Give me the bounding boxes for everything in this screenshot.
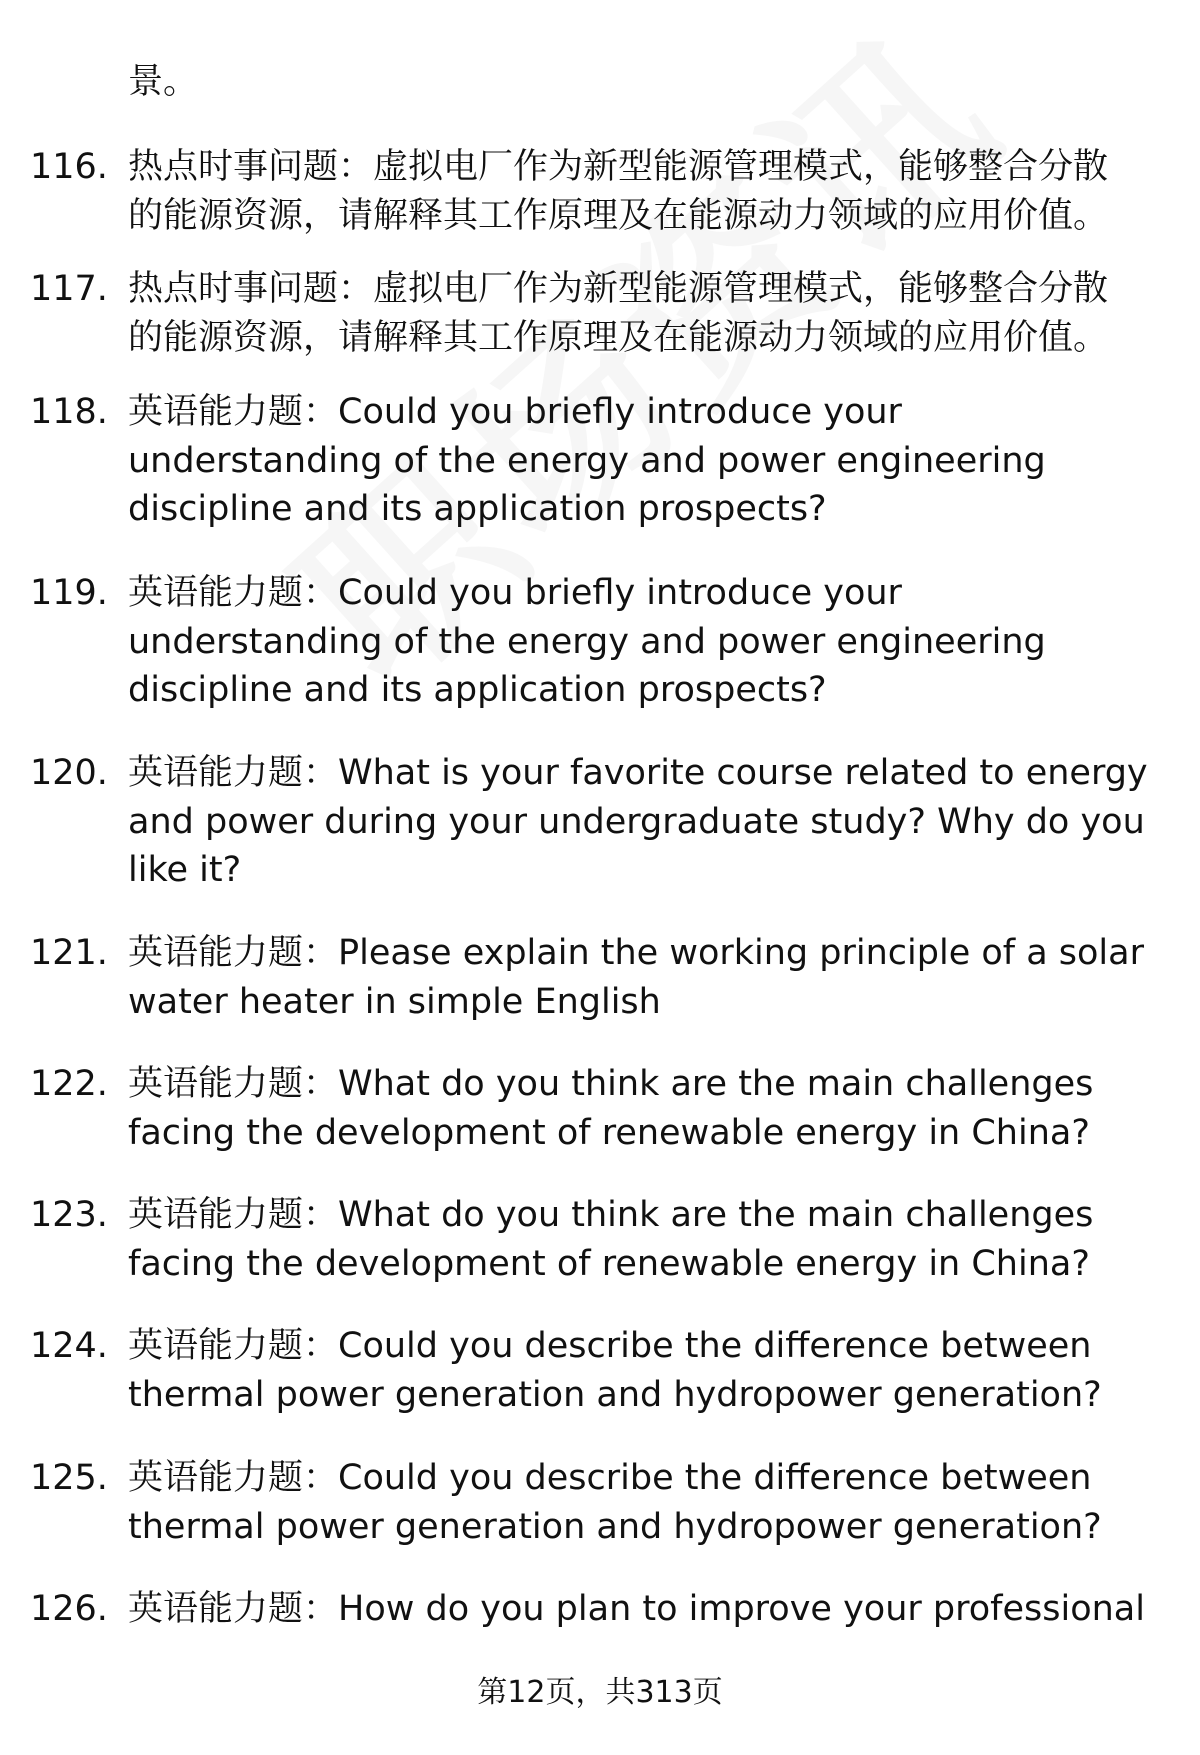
- question-number: 126.: [30, 1589, 108, 1629]
- question-number: 117.: [30, 269, 108, 309]
- question-line: understanding of the energy and power engineering: [128, 621, 1046, 662]
- question-item: [30, 265, 1180, 362]
- question-item: [30, 1060, 1180, 1157]
- question-item: [30, 1322, 1180, 1419]
- question-line: 英语能力题：Could you briefly introduce your: [128, 392, 902, 432]
- question-item: [30, 1191, 1180, 1288]
- question-number: 125.: [30, 1458, 108, 1498]
- question-number: 121.: [30, 933, 108, 973]
- question-line: facing the development of renewable energy in China?: [128, 1112, 1090, 1153]
- question-item: [30, 388, 1180, 534]
- question-line: understanding of the energy and power engineering: [128, 440, 1046, 481]
- question-number: 123.: [30, 1195, 108, 1235]
- question-number: 118.: [30, 392, 108, 432]
- question-item: [30, 1454, 1180, 1551]
- question-number: 122.: [30, 1064, 108, 1104]
- question-number: 120.: [30, 753, 108, 793]
- question-item: [30, 1585, 1180, 1634]
- question-text: [128, 749, 1178, 895]
- question-text: [128, 1191, 1178, 1288]
- question-line: 英语能力题：What do you think are the main challenges: [128, 1064, 1094, 1104]
- question-number: 119.: [30, 573, 108, 613]
- question-text: [128, 1585, 1178, 1634]
- question-text: [128, 1322, 1178, 1419]
- question-number: 116.: [30, 147, 108, 187]
- question-line: like it?: [128, 850, 242, 890]
- question-text: [128, 388, 1178, 534]
- question-item: [30, 569, 1180, 715]
- question-item: [30, 749, 1180, 895]
- question-line: and power during your undergraduate study? Why do you: [128, 801, 1145, 842]
- question-line: discipline and its application prospects?: [128, 489, 827, 529]
- question-line: 热点时事问题：虚拟电厂作为新型能源管理模式，能够整合分散: [128, 147, 1109, 187]
- question-item: [30, 929, 1180, 1026]
- question-line: 英语能力题：Could you briefly introduce your: [128, 573, 902, 613]
- question-line: 英语能力题：Could you describe the difference between: [128, 1326, 1092, 1366]
- question-text: [128, 569, 1178, 715]
- question-line: discipline and its application prospects?: [128, 670, 827, 710]
- question-line: facing the development of renewable energy in China?: [128, 1243, 1090, 1284]
- question-number: 124.: [30, 1326, 108, 1366]
- question-line: water heater in simple English: [128, 981, 661, 1022]
- question-line: 的能源资源，请解释其工作原理及在能源动力领域的应用价值。: [128, 195, 1109, 236]
- question-line: 英语能力题：What do you think are the main challenges: [128, 1195, 1094, 1235]
- question-line: thermal power generation and hydropower generation?: [128, 1506, 1102, 1547]
- continuation-text: 景。: [128, 62, 199, 102]
- question-text: [128, 143, 1178, 240]
- question-item: [30, 143, 1180, 240]
- question-line: 热点时事问题：虚拟电厂作为新型能源管理模式，能够整合分散: [128, 269, 1109, 309]
- question-text: [128, 1454, 1178, 1551]
- question-line: 的能源资源，请解释其工作原理及在能源动力领域的应用价值。: [128, 317, 1109, 358]
- question-line: 英语能力题：What is your favorite course related to energy: [128, 753, 1148, 793]
- question-text: [128, 265, 1178, 362]
- question-line: thermal power generation and hydropower generation?: [128, 1374, 1102, 1415]
- question-line: 英语能力题：How do you plan to improve your professional: [128, 1589, 1145, 1629]
- question-text: [128, 1060, 1178, 1157]
- question-line: 英语能力题：Please explain the working principle of a solar: [128, 933, 1144, 973]
- question-text: [128, 929, 1178, 1026]
- page-number-footer: 第12页，共313页: [477, 1675, 723, 1710]
- question-line: 英语能力题：Could you describe the difference between: [128, 1458, 1092, 1498]
